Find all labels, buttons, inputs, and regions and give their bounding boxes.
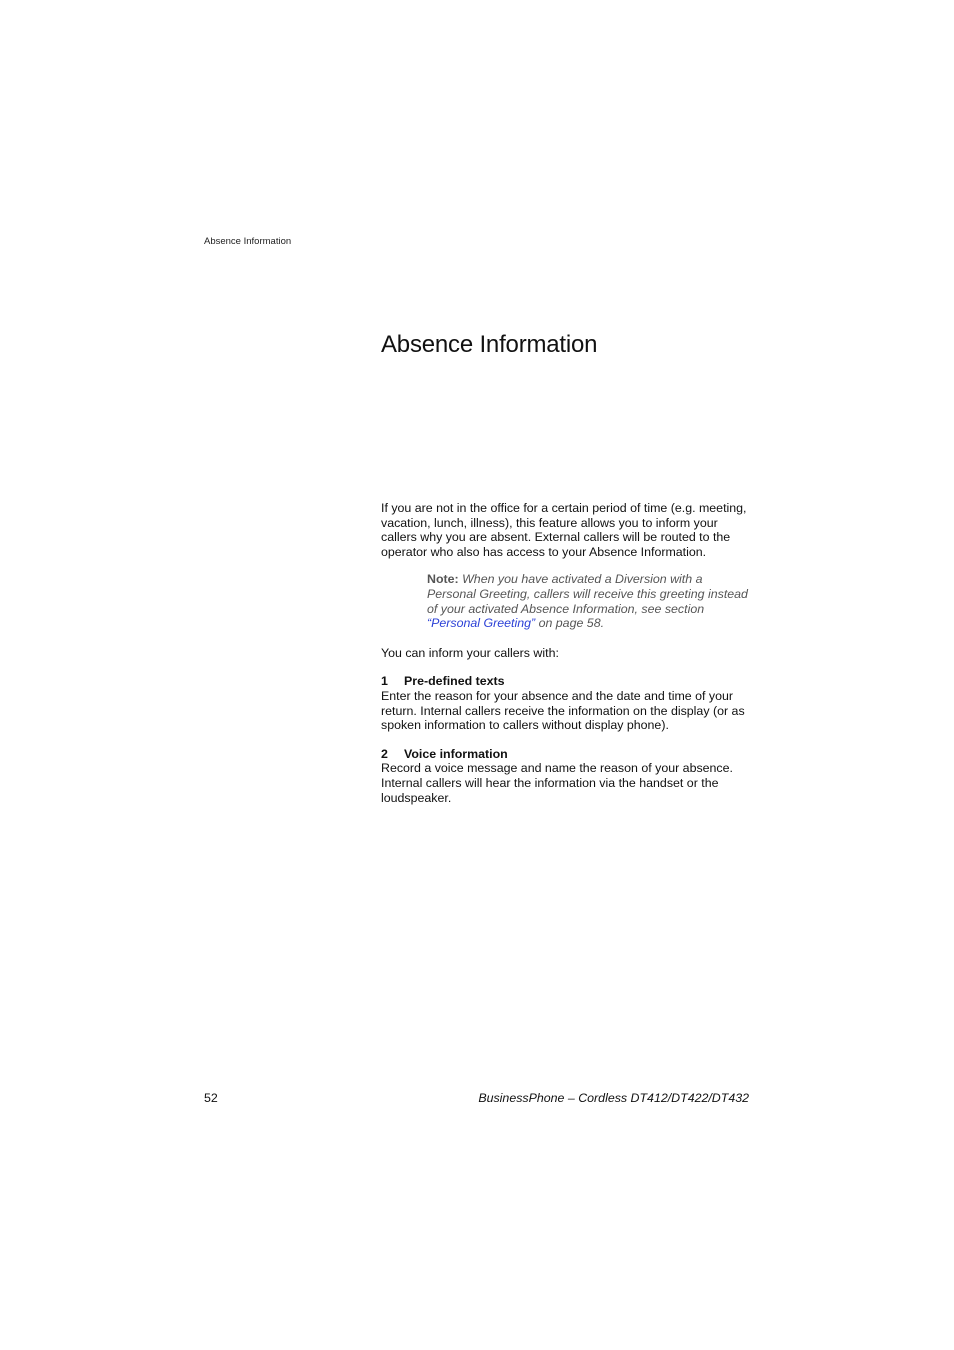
list-item-text: Enter the reason for your absence and the date and time of your return. Internal callers receive the information on the display (or as spoken information to callers without display phone). [381,688,745,733]
list-item-predefined-texts [381,674,753,732]
note-label: Note: [427,572,459,587]
page-number: 52 [204,1091,218,1105]
list-item-title: Voice information [404,746,508,761]
list-item-heading [381,674,753,689]
body-content [381,501,753,819]
personal-greeting-link[interactable]: “Personal Greeting” [427,616,536,631]
note-text-after: on page 58. [535,616,605,631]
running-header: Absence Information [204,236,292,247]
list-item-heading [381,747,753,762]
list-item-title: Pre-defined texts [404,674,505,689]
note-block [427,572,753,630]
lead-paragraph: You can inform your callers with: [381,645,559,660]
list-item-number: 2 [381,746,388,761]
list-item-voice-information [381,747,753,805]
intro-paragraph: If you are not in the office for a certain period of time (e.g. meeting, vacation, lunch, illness), this feature allows you to inform your callers why you are absent. External callers will be routed to the operator who also has access to your Absence Information. [381,501,747,559]
list-item-text: Record a voice message and name the reason of your absence. Internal callers will hear the information via the handset or the loudspeaker. [381,761,733,805]
product-name: BusinessPhone – Cordless DT412/DT422/DT432 [478,1091,749,1105]
list-item-number: 1 [381,674,388,689]
note-text-before: When you have activated a Diversion with a Personal Greeting, callers will receive this greeting instead of your activated Absence Information, see section [427,572,748,616]
page-title: Absence Information [381,331,598,358]
